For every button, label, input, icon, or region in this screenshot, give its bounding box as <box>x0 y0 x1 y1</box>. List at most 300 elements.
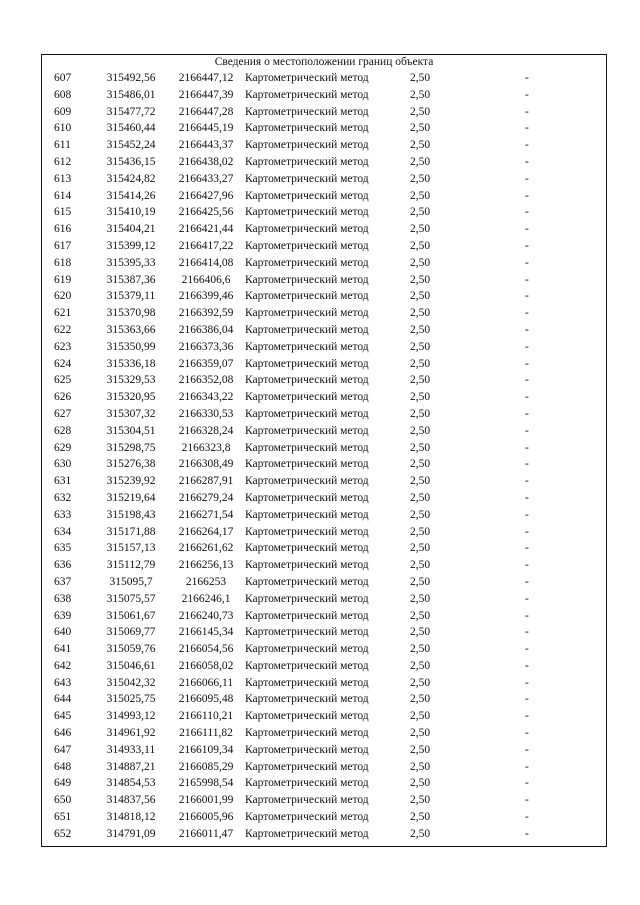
table-row <box>42 204 606 221</box>
x-coordinate-cell: 315477,72 <box>106 105 156 118</box>
method-cell: Картометрический метод <box>245 189 369 202</box>
method-cell: Картометрический метод <box>245 760 369 773</box>
method-cell: Картометрический метод <box>245 239 369 252</box>
y-coordinate-cell: 2166110,21 <box>178 710 234 723</box>
x-coordinate-cell: 315042,32 <box>106 676 156 689</box>
description-cell: - <box>525 88 529 101</box>
x-coordinate-cell: 315399,12 <box>106 239 156 252</box>
accuracy-cell: 2,50 <box>410 643 431 656</box>
y-coordinate-cell: 2166287,91 <box>178 475 234 488</box>
accuracy-cell: 2,50 <box>410 525 431 538</box>
method-cell: Картометрический метод <box>245 626 369 639</box>
accuracy-cell: 2,50 <box>410 172 431 185</box>
accuracy-cell: 2,50 <box>410 575 431 588</box>
x-coordinate-cell: 315414,26 <box>106 189 156 202</box>
method-cell: Картометрический метод <box>245 575 369 588</box>
point-number-cell: 627 <box>54 407 72 420</box>
point-number-cell: 644 <box>54 693 72 706</box>
method-cell: Картометрический метод <box>245 72 369 84</box>
x-coordinate-cell: 315239,92 <box>106 475 156 488</box>
description-cell: - <box>525 256 529 269</box>
accuracy-cell: 2,50 <box>410 693 431 706</box>
table-row <box>42 490 606 507</box>
point-number-cell: 619 <box>54 273 72 286</box>
accuracy-cell: 2,50 <box>410 592 431 605</box>
description-cell: - <box>525 155 529 168</box>
y-coordinate-cell: 2166264,17 <box>178 525 234 538</box>
table-row <box>42 524 606 541</box>
y-coordinate-cell: 2166447,28 <box>178 105 234 118</box>
point-number-cell: 610 <box>54 122 72 135</box>
x-coordinate-cell: 315307,32 <box>106 407 156 420</box>
x-coordinate-cell: 314818,12 <box>106 811 156 824</box>
point-number-cell: 622 <box>54 323 72 336</box>
method-cell: Картометрический метод <box>245 727 369 740</box>
table-row <box>42 356 606 373</box>
point-number-cell: 634 <box>54 525 72 538</box>
table-row <box>42 188 606 205</box>
method-cell: Картометрический метод <box>245 794 369 807</box>
description-cell: - <box>525 727 529 740</box>
point-number-cell: 624 <box>54 357 72 370</box>
accuracy-cell: 2,50 <box>410 710 431 723</box>
accuracy-cell: 2,50 <box>410 256 431 269</box>
table-row <box>42 87 606 104</box>
accuracy-cell: 2,50 <box>410 491 431 504</box>
accuracy-cell: 2,50 <box>410 105 431 118</box>
table-row <box>42 507 606 524</box>
x-coordinate-cell: 315460,44 <box>106 122 156 135</box>
table-row <box>42 708 606 725</box>
method-cell: Картометрический метод <box>245 407 369 420</box>
table-row <box>42 675 606 692</box>
accuracy-cell: 2,50 <box>410 72 431 84</box>
x-coordinate-cell: 314887,21 <box>106 760 156 773</box>
y-coordinate-cell: 2166406,6 <box>181 273 231 286</box>
description-cell: - <box>525 794 529 807</box>
x-coordinate-cell: 315492,56 <box>106 72 156 84</box>
method-cell: Картометрический метод <box>245 475 369 488</box>
y-coordinate-cell: 2166352,08 <box>178 374 234 387</box>
accuracy-cell: 2,50 <box>410 223 431 236</box>
description-cell: - <box>525 508 529 521</box>
accuracy-cell: 2,50 <box>410 307 431 320</box>
y-coordinate-cell: 2166443,37 <box>178 139 234 152</box>
description-cell: - <box>525 475 529 488</box>
description-cell: - <box>525 592 529 605</box>
y-coordinate-cell: 2166058,02 <box>178 659 234 672</box>
description-cell: - <box>525 223 529 236</box>
description-cell: - <box>525 374 529 387</box>
table-row <box>42 372 606 389</box>
table-row <box>42 759 606 776</box>
method-cell: Картометрический метод <box>245 743 369 756</box>
x-coordinate-cell: 315486,01 <box>106 88 156 101</box>
method-cell: Картометрический метод <box>245 424 369 437</box>
table-row <box>42 440 606 457</box>
x-coordinate-cell: 315410,19 <box>106 206 156 219</box>
description-cell: - <box>525 542 529 555</box>
accuracy-cell: 2,50 <box>410 827 431 840</box>
y-coordinate-cell: 2166085,29 <box>178 760 234 773</box>
y-coordinate-cell: 2166417,22 <box>178 239 234 252</box>
x-coordinate-cell: 315061,67 <box>106 609 156 622</box>
point-number-cell: 649 <box>54 777 72 790</box>
point-number-cell: 635 <box>54 542 72 555</box>
accuracy-cell: 2,50 <box>410 374 431 387</box>
description-cell: - <box>525 559 529 572</box>
accuracy-cell: 2,50 <box>410 727 431 740</box>
description-cell: - <box>525 407 529 420</box>
table-row <box>42 574 606 591</box>
method-cell: Картометрический метод <box>245 659 369 672</box>
y-coordinate-cell: 2166399,46 <box>178 290 234 303</box>
description-cell: - <box>525 441 529 454</box>
x-coordinate-cell: 315025,75 <box>106 693 156 706</box>
accuracy-cell: 2,50 <box>410 743 431 756</box>
description-cell: - <box>525 357 529 370</box>
method-cell: Картометрический метод <box>245 491 369 504</box>
table-row <box>42 792 606 809</box>
x-coordinate-cell: 315329,53 <box>106 374 156 387</box>
description-cell: - <box>525 693 529 706</box>
description-cell: - <box>525 72 529 84</box>
method-cell: Картометрический метод <box>245 559 369 572</box>
method-cell: Картометрический метод <box>245 458 369 471</box>
method-cell: Картометрический метод <box>245 441 369 454</box>
y-coordinate-cell: 2166359,07 <box>178 357 234 370</box>
y-coordinate-cell: 2166438,02 <box>178 155 234 168</box>
description-cell: - <box>525 525 529 538</box>
x-coordinate-cell: 315379,11 <box>106 290 156 303</box>
description-cell: - <box>525 323 529 336</box>
description-cell: - <box>525 827 529 840</box>
accuracy-cell: 2,50 <box>410 122 431 135</box>
table-row <box>42 171 606 188</box>
accuracy-cell: 2,50 <box>410 441 431 454</box>
y-coordinate-cell: 2166001,99 <box>178 794 234 807</box>
point-number-cell: 640 <box>54 626 72 639</box>
x-coordinate-cell: 315320,95 <box>106 391 156 404</box>
x-coordinate-cell: 314791,09 <box>106 827 156 840</box>
y-coordinate-cell: 2166414,08 <box>178 256 234 269</box>
table-row <box>42 322 606 339</box>
point-number-cell: 633 <box>54 508 72 521</box>
description-cell: - <box>525 239 529 252</box>
table-row <box>42 104 606 121</box>
accuracy-cell: 2,50 <box>410 676 431 689</box>
y-coordinate-cell: 2166240,73 <box>178 609 234 622</box>
description-cell: - <box>525 139 529 152</box>
y-coordinate-cell: 2166253 <box>185 575 227 588</box>
point-number-cell: 615 <box>54 206 72 219</box>
table-row <box>42 641 606 658</box>
y-coordinate-cell: 2166308,49 <box>178 458 234 471</box>
x-coordinate-cell: 315198,43 <box>106 508 156 521</box>
point-number-cell: 632 <box>54 491 72 504</box>
point-number-cell: 613 <box>54 172 72 185</box>
point-number-cell: 616 <box>54 223 72 236</box>
accuracy-cell: 2,50 <box>410 508 431 521</box>
method-cell: Картометрический метод <box>245 357 369 370</box>
method-cell: Картометрический метод <box>245 155 369 168</box>
point-number-cell: 611 <box>54 139 71 152</box>
accuracy-cell: 2,50 <box>410 458 431 471</box>
description-cell: - <box>525 290 529 303</box>
table-row <box>42 238 606 255</box>
table-row <box>42 389 606 406</box>
y-coordinate-cell: 2166279,24 <box>178 491 234 504</box>
method-cell: Картометрический метод <box>245 290 369 303</box>
point-number-cell: 648 <box>54 760 72 773</box>
y-coordinate-cell: 2166246,1 <box>181 592 231 605</box>
y-coordinate-cell: 2166323,8 <box>181 441 231 454</box>
description-cell: - <box>525 575 529 588</box>
point-number-cell: 650 <box>54 794 72 807</box>
y-coordinate-cell: 2166011,47 <box>178 827 234 840</box>
y-coordinate-cell: 2166421,44 <box>178 223 234 236</box>
table-row <box>42 423 606 440</box>
method-cell: Картометрический метод <box>245 139 369 152</box>
method-cell: Картометрический метод <box>245 676 369 689</box>
accuracy-cell: 2,50 <box>410 206 431 219</box>
accuracy-cell: 2,50 <box>410 475 431 488</box>
method-cell: Картометрический метод <box>245 693 369 706</box>
y-coordinate-cell: 2165998,54 <box>178 777 234 790</box>
y-coordinate-cell: 2166392,59 <box>178 307 234 320</box>
description-cell: - <box>525 122 529 135</box>
x-coordinate-cell: 315276,38 <box>106 458 156 471</box>
table-row <box>42 137 606 154</box>
method-cell: Картометрический метод <box>245 122 369 135</box>
point-number-cell: 621 <box>54 307 72 320</box>
method-cell: Картометрический метод <box>245 172 369 185</box>
method-cell: Картометрический метод <box>245 525 369 538</box>
y-coordinate-cell: 2166427,96 <box>178 189 234 202</box>
description-cell: - <box>525 491 529 504</box>
accuracy-cell: 2,50 <box>410 357 431 370</box>
boundary-table <box>41 54 607 847</box>
point-number-cell: 614 <box>54 189 72 202</box>
x-coordinate-cell: 315404,21 <box>106 223 156 236</box>
description-cell: - <box>525 760 529 773</box>
y-coordinate-cell: 2166386,04 <box>178 323 234 336</box>
point-number-cell: 631 <box>54 475 72 488</box>
table-row <box>42 591 606 608</box>
description-cell: - <box>525 676 529 689</box>
point-number-cell: 620 <box>54 290 72 303</box>
point-number-cell: 637 <box>54 575 72 588</box>
table-title: Сведения о местоположении границ объекта <box>214 56 434 68</box>
description-cell: - <box>525 105 529 118</box>
x-coordinate-cell: 315112,79 <box>106 559 156 572</box>
y-coordinate-cell: 2166425,56 <box>178 206 234 219</box>
accuracy-cell: 2,50 <box>410 559 431 572</box>
point-number-cell: 629 <box>54 441 72 454</box>
accuracy-cell: 2,50 <box>410 626 431 639</box>
x-coordinate-cell: 314993,12 <box>106 710 156 723</box>
description-cell: - <box>525 710 529 723</box>
y-coordinate-cell: 2166109,34 <box>178 743 234 756</box>
table-row <box>42 255 606 272</box>
point-number-cell: 617 <box>54 239 72 252</box>
method-cell: Картометрический метод <box>245 256 369 269</box>
method-cell: Картометрический метод <box>245 391 369 404</box>
x-coordinate-cell: 315095,7 <box>109 575 153 588</box>
point-number-cell: 636 <box>54 559 72 572</box>
x-coordinate-cell: 315075,57 <box>106 592 156 605</box>
table-row <box>42 288 606 305</box>
method-cell: Картометрический метод <box>245 374 369 387</box>
x-coordinate-cell: 314961,92 <box>106 727 156 740</box>
description-cell: - <box>525 659 529 672</box>
y-coordinate-cell: 2166261,62 <box>178 542 234 555</box>
table-row <box>42 473 606 490</box>
point-number-cell: 647 <box>54 743 72 756</box>
method-cell: Картометрический метод <box>245 777 369 790</box>
point-number-cell: 608 <box>54 88 72 101</box>
x-coordinate-cell: 314837,56 <box>106 794 156 807</box>
method-cell: Картометрический метод <box>245 105 369 118</box>
x-coordinate-cell: 315436,15 <box>106 155 156 168</box>
x-coordinate-cell: 315395,33 <box>106 256 156 269</box>
point-number-cell: 625 <box>54 374 72 387</box>
y-coordinate-cell: 2166447,39 <box>178 88 234 101</box>
accuracy-cell: 2,50 <box>410 407 431 420</box>
x-coordinate-cell: 315424,82 <box>106 172 156 185</box>
table-row <box>42 154 606 171</box>
method-cell: Картометрический метод <box>245 542 369 555</box>
table-row <box>42 775 606 792</box>
point-number-cell: 607 <box>54 72 72 84</box>
table-row <box>42 624 606 641</box>
point-number-cell: 652 <box>54 827 72 840</box>
y-coordinate-cell: 2166271,54 <box>178 508 234 521</box>
description-cell: - <box>525 811 529 824</box>
method-cell: Картометрический метод <box>245 827 369 840</box>
description-cell: - <box>525 777 529 790</box>
method-cell: Картометрический метод <box>245 609 369 622</box>
x-coordinate-cell: 315363,66 <box>106 323 156 336</box>
table-row <box>42 608 606 625</box>
x-coordinate-cell: 315336,18 <box>106 357 156 370</box>
y-coordinate-cell: 2166111,82 <box>179 727 233 740</box>
table-row <box>42 406 606 423</box>
x-coordinate-cell: 315059,76 <box>106 643 156 656</box>
x-coordinate-cell: 314854,53 <box>106 777 156 790</box>
method-cell: Картометрический метод <box>245 273 369 286</box>
y-coordinate-cell: 2166433,27 <box>178 172 234 185</box>
point-number-cell: 628 <box>54 424 72 437</box>
table-row <box>42 557 606 574</box>
table-row <box>42 691 606 708</box>
method-cell: Картометрический метод <box>245 811 369 824</box>
point-number-cell: 623 <box>54 340 72 353</box>
description-cell: - <box>525 609 529 622</box>
x-coordinate-cell: 315069,77 <box>106 626 156 639</box>
table-row <box>42 725 606 742</box>
method-cell: Картометрический метод <box>245 592 369 605</box>
x-coordinate-cell: 315370,98 <box>106 307 156 320</box>
description-cell: - <box>525 340 529 353</box>
table-rows <box>42 70 606 843</box>
accuracy-cell: 2,50 <box>410 777 431 790</box>
x-coordinate-cell: 315387,36 <box>106 273 156 286</box>
accuracy-cell: 2,50 <box>410 391 431 404</box>
point-number-cell: 639 <box>54 609 72 622</box>
y-coordinate-cell: 2166343,22 <box>178 391 234 404</box>
description-cell: - <box>525 743 529 756</box>
table-row <box>42 70 606 87</box>
table-row <box>42 742 606 759</box>
table-row <box>42 540 606 557</box>
point-number-cell: 630 <box>54 458 72 471</box>
table-row <box>42 339 606 356</box>
accuracy-cell: 2,50 <box>410 424 431 437</box>
y-coordinate-cell: 2166005,96 <box>178 811 234 824</box>
point-number-cell: 651 <box>54 811 72 824</box>
table-row <box>42 809 606 826</box>
accuracy-cell: 2,50 <box>410 239 431 252</box>
x-coordinate-cell: 314933,11 <box>106 743 156 756</box>
method-cell: Картометрический метод <box>245 206 369 219</box>
x-coordinate-cell: 315157,13 <box>106 542 156 555</box>
accuracy-cell: 2,50 <box>410 88 431 101</box>
description-cell: - <box>525 172 529 185</box>
description-cell: - <box>525 391 529 404</box>
accuracy-cell: 2,50 <box>410 189 431 202</box>
accuracy-cell: 2,50 <box>410 542 431 555</box>
point-number-cell: 638 <box>54 592 72 605</box>
x-coordinate-cell: 315350,99 <box>106 340 156 353</box>
description-cell: - <box>525 307 529 320</box>
y-coordinate-cell: 2166145,34 <box>178 626 234 639</box>
point-number-cell: 641 <box>54 643 72 656</box>
method-cell: Картометрический метод <box>245 223 369 236</box>
table-row <box>42 658 606 675</box>
accuracy-cell: 2,50 <box>410 794 431 807</box>
description-cell: - <box>525 206 529 219</box>
method-cell: Картометрический метод <box>245 323 369 336</box>
table-row <box>42 272 606 289</box>
accuracy-cell: 2,50 <box>410 155 431 168</box>
method-cell: Картометрический метод <box>245 340 369 353</box>
y-coordinate-cell: 2166095,48 <box>178 693 234 706</box>
y-coordinate-cell: 2166328,24 <box>178 424 234 437</box>
accuracy-cell: 2,50 <box>410 340 431 353</box>
point-number-cell: 626 <box>54 391 72 404</box>
method-cell: Картометрический метод <box>245 508 369 521</box>
y-coordinate-cell: 2166256,13 <box>178 559 234 572</box>
accuracy-cell: 2,50 <box>410 273 431 286</box>
description-cell: - <box>525 458 529 471</box>
point-number-cell: 642 <box>54 659 72 672</box>
method-cell: Картометрический метод <box>245 710 369 723</box>
method-cell: Картометрический метод <box>245 88 369 101</box>
accuracy-cell: 2,50 <box>410 323 431 336</box>
y-coordinate-cell: 2166445,19 <box>178 122 234 135</box>
accuracy-cell: 2,50 <box>410 609 431 622</box>
table-row <box>42 456 606 473</box>
accuracy-cell: 2,50 <box>410 760 431 773</box>
y-coordinate-cell: 2166447,12 <box>178 72 234 84</box>
description-cell: - <box>525 626 529 639</box>
point-number-cell: 612 <box>54 155 72 168</box>
point-number-cell: 643 <box>54 676 72 689</box>
accuracy-cell: 2,50 <box>410 290 431 303</box>
accuracy-cell: 2,50 <box>410 139 431 152</box>
y-coordinate-cell: 2166373,36 <box>178 340 234 353</box>
